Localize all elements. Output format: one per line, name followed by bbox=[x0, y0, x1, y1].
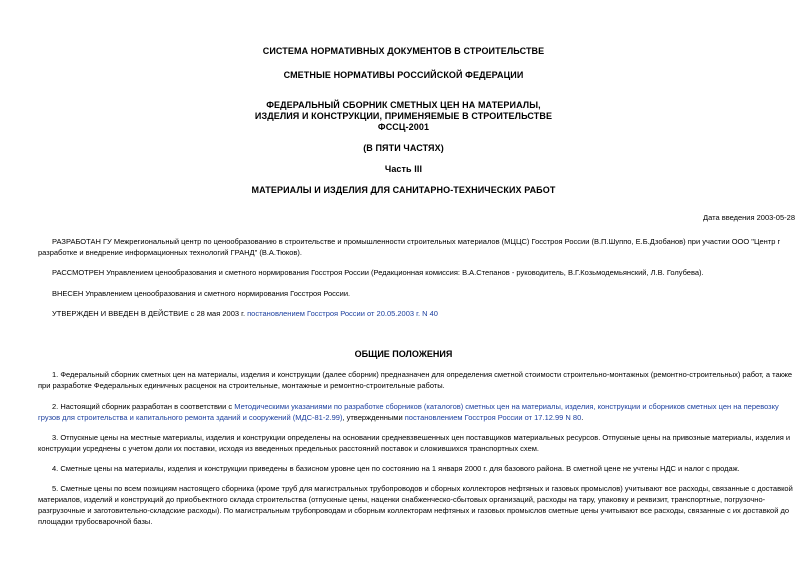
document-title-line1: ФЕДЕРАЛЬНЫЙ СБОРНИК СМЕТНЫХ ЦЕН НА МАТЕРИАЛЫ, bbox=[266, 100, 541, 110]
paragraph-5-line2: материалов, изделий и конструкций до приобъектного склада строительства (отпускные цены, наценки снабженческо-сбытовых организаций, расходы на тару, упаковку и реквизит, транспортные, погрузочно- bbox=[38, 495, 766, 504]
norms-heading: СМЕТНЫЕ НОРМАТИВЫ РОССИЙСКОЙ ФЕДЕРАЦИИ bbox=[283, 70, 524, 80]
paragraph-4 bbox=[38, 463, 798, 474]
developed-by-line2: разработке и внедрение информационных технологий ГРАНД" (В.А.Тюков). bbox=[38, 248, 302, 257]
developed-by-line1 bbox=[38, 236, 798, 247]
paragraph-3-text1: 3. Отпускные цены на местные материалы, изделия и конструкции определены на основании средневзвешенных цен поставщиков материальных ресурсов. Отпускные цены на привозные материалы, изделия и bbox=[52, 433, 791, 442]
paragraph-1-line2: при разработке Федеральных единичных расценок на строительные, монтажные и ремонтно-строительные работы. bbox=[38, 381, 445, 390]
approved-by bbox=[38, 308, 798, 319]
paragraph-3-line2: конструкции усреднены с учетом доли их поставки, исходя из введенных предельных расстояний поставок и сложившихся транспортных схем. bbox=[38, 444, 540, 453]
parts-count: (В ПЯТИ ЧАСТЯХ) bbox=[363, 143, 444, 153]
paragraph-3-line1 bbox=[38, 432, 798, 443]
approval-decree-link[interactable]: постановлением Госстроя России от 20.05.2003 г. N 40 bbox=[247, 309, 438, 318]
document-code: ФССЦ-2001 bbox=[377, 122, 430, 132]
paragraph-2-end: . bbox=[581, 413, 584, 422]
document-subtitle: МАТЕРИАЛЫ И ИЗДЕЛИЯ ДЛЯ САНИТАРНО-ТЕХНИЧЕСКИХ РАБОТ bbox=[251, 185, 556, 195]
developed-by-text: РАЗРАБОТАН ГУ Межрегиональный центр по ценообразованию в строительстве и промышленности строительных материалов (МЦЦС) Госстроя России (В.П.Шуппо, Е.Б.Дзобанов) при участии ООО "Центр г bbox=[52, 237, 781, 246]
paragraph-5-line4: площадки трубосварочной базы. bbox=[38, 517, 153, 526]
effective-date: Дата введения 2003-05-28 bbox=[703, 213, 795, 222]
approved-prefix: УТВЕРЖДЕН И ВВЕДЕН В ДЕЙСТВИЕ с 28 мая 2003 г. bbox=[52, 309, 246, 318]
paragraph-1-text1: 1. Федеральный сборник сметных цен на материалы, изделия и конструкции (далее сборник) предназначен для определения сметной стоимости строительно-монтажных (ремонтно-строительных) работ, а также bbox=[52, 370, 793, 379]
methodology-link-continued[interactable]: грузов для строительства и капитального ремонта зданий и сооружений (МДС-81-2.99) bbox=[38, 413, 343, 422]
paragraph-5-text1: 5. Сметные цены по всем позициям настоящего сборника (кроме труб для магистральных трубопроводов и сборных коллекторов нефтяных и газовых промыслов) учитывают все расходы, связанные с доставкой bbox=[52, 484, 793, 493]
decree-80-link[interactable]: постановлением Госстроя России от 17.12.99 N 80 bbox=[404, 413, 582, 422]
reviewed-by-text: РАССМОТРЕН Управлением ценообразования и сметного нормирования Госстроя России (Редакционная комиссия: В.А.Степанов - руководитель, В.Г.Козьмодемьянский, Л.В. Голубева). bbox=[52, 268, 704, 277]
part-number: Часть III bbox=[384, 164, 423, 174]
paragraph-2-line1 bbox=[38, 401, 798, 412]
system-heading: СИСТЕМА НОРМАТИВНЫХ ДОКУМЕНТОВ В СТРОИТЕЛЬСТВЕ bbox=[262, 46, 545, 56]
paragraph-2-mid: , утвержденными bbox=[342, 413, 403, 422]
paragraph-1-line1 bbox=[38, 369, 798, 380]
submitted-by bbox=[38, 288, 798, 299]
reviewed-by bbox=[38, 267, 798, 278]
submitted-by-text: ВНЕСЕН Управлением ценообразования и сметного нормирования Госстроя России. bbox=[52, 289, 351, 298]
paragraph-2-prefix: 2. Настоящий сборник разработан в соответствии с bbox=[52, 402, 233, 411]
paragraph-5-line3: разгрузочные и заготовительно-складские расходы). По магистральным трубопроводам и сборным коллекторам нефтяных и газовых промыслов сметные цены учитывают все расходы, связанные с их доставкой до bbox=[38, 506, 790, 515]
document-title-line2: ИЗДЕЛИЯ И КОНСТРУКЦИИ, ПРИМЕНЯЕМЫЕ В СТРОИТЕЛЬСТВЕ bbox=[254, 111, 553, 121]
paragraph-4-text: 4. Сметные цены на материалы, изделия и конструкции приведены в базисном уровне цен по состоянию на 1 января 2000 г. для базового района. В сметной цене не учтены НДС и налог с продаж. bbox=[52, 464, 740, 473]
methodology-link[interactable]: Методическими указаниями по разработке сборников (каталогов) сметных цен на материалы, изделия, конструкции и сборников сметных цен на перевозку bbox=[234, 402, 779, 411]
paragraph-5-line1 bbox=[38, 483, 798, 494]
paragraph-2-line2 bbox=[38, 412, 798, 423]
section-title: ОБЩИЕ ПОЛОЖЕНИЯ bbox=[354, 349, 453, 359]
